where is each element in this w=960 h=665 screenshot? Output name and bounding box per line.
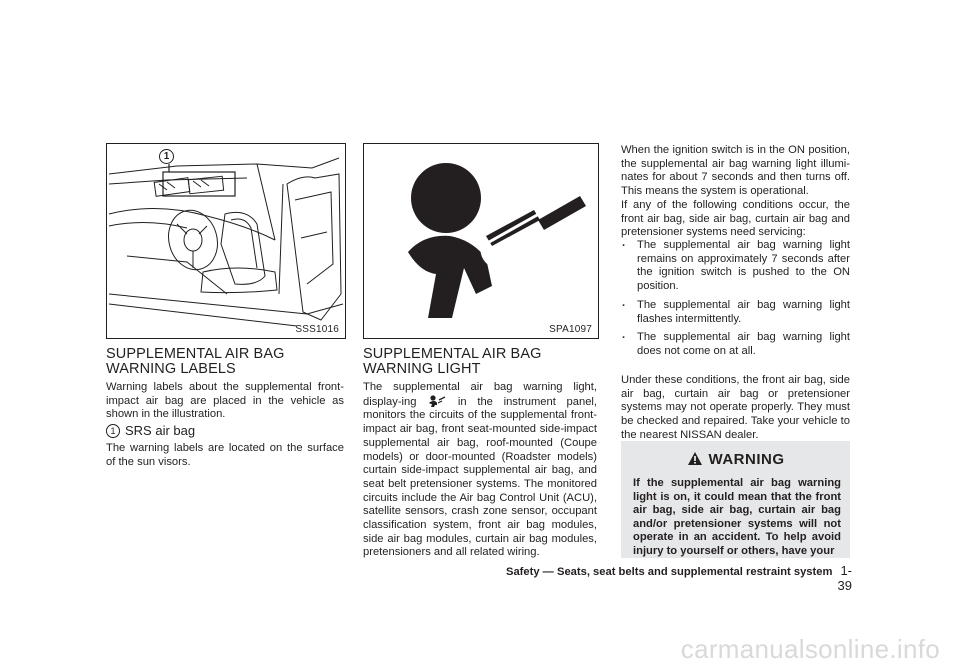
list-item: . The supplemental air bag warning light does not come on at all. <box>621 331 850 358</box>
page-number: 1-39 <box>837 563 852 593</box>
callout-number: 1 <box>106 424 120 438</box>
warning-box <box>621 441 850 558</box>
watermark-text: carmanualsonline.info <box>680 634 940 664</box>
section-heading-labels: SUPPLEMENTAL AIR BAG WARNING LABELS <box>106 346 285 377</box>
figure-code: SSS1016 <box>295 324 339 335</box>
callout-srs-air-bag <box>106 423 195 438</box>
conditions-list <box>621 239 850 364</box>
list-item: . The supplemental air bag warning light remains on approximately 7 seconds after the ignition switch is pushed to the ON position. <box>621 239 850 294</box>
footer-section-title: Safety — Seats, seat belts and supplemental restraint system <box>506 566 833 578</box>
airbag-warning-icon <box>427 395 447 407</box>
airbag-warning-symbol <box>364 144 598 338</box>
warning-light-description <box>363 381 597 560</box>
warning-light-text-part2: in the instrument panel, monitors the circuits of the supplemental front-impact air bag, front seat-mounted side-impact supplemental air bag, roof-mounted (Coupe models) or door-mounted (Roadster models) curtain side-impact supplemental air bag, and seat belt pretensioner systems. The monitored circuits include the Air bag Control Unit (ACU), satellite sensors, crash zone sensor, occupant classification system, front air bag modules, side air bag modules, curtain air bag modules, pretensioners and all related wiring. <box>363 395 598 559</box>
warning-light-text-part1: The supplemental air bag warning light, display-ing <box>363 381 597 408</box>
labels-intro: Warning labels about the supplemental front-impact air bag are placed in the vehicle as shown in the illustration. <box>106 381 344 421</box>
callout-label: SRS air bag <box>125 423 196 438</box>
page-footer <box>492 563 852 593</box>
warning-triangle-icon <box>687 451 703 466</box>
warning-heading <box>621 451 850 468</box>
ignition-paragraph: When the ignition switch is in the ON position, the supplemental air bag warning light illumi-nates for about 7 seconds and then turns off. This means the system is operational. <box>621 144 850 198</box>
dealer-paragraph: Under these conditions, the front air bag, side air bag, curtain air bag or pretensioner systems may not operate properly. They must be checked and repaired. Take your vehicle to the nearest NISSAN dealer. <box>621 374 850 441</box>
servicing-paragraph: If any of the following conditions occur, the front air bag, side air bag, curtain air bag and pretensioner systems need servicing: <box>621 199 850 239</box>
section-heading-warning-light: SUPPLEMENTAL AIR BAG WARNING LIGHT <box>363 346 542 377</box>
warning-text: If the supplemental air bag warning light is on, it could mean that the front air bag, side air bag, curtain air bag and/or pretensioner systems will not operate in an accident. To help avoid injury to yourself or others, have your <box>633 477 841 557</box>
watermark-bar <box>0 632 960 664</box>
callout-marker: 1 <box>159 149 174 164</box>
figure-code: SPA1097 <box>549 324 592 335</box>
labels-note: The warning labels are located on the surface of the sun visors. <box>106 442 344 468</box>
figure-air-bag-labels <box>106 143 346 339</box>
warning-title: WARNING <box>708 451 785 468</box>
figure-air-bag-warning-light <box>363 143 599 339</box>
list-item: . The supplemental air bag warning light flashes intermittently. <box>621 299 850 326</box>
car-interior-illustration <box>107 144 345 338</box>
